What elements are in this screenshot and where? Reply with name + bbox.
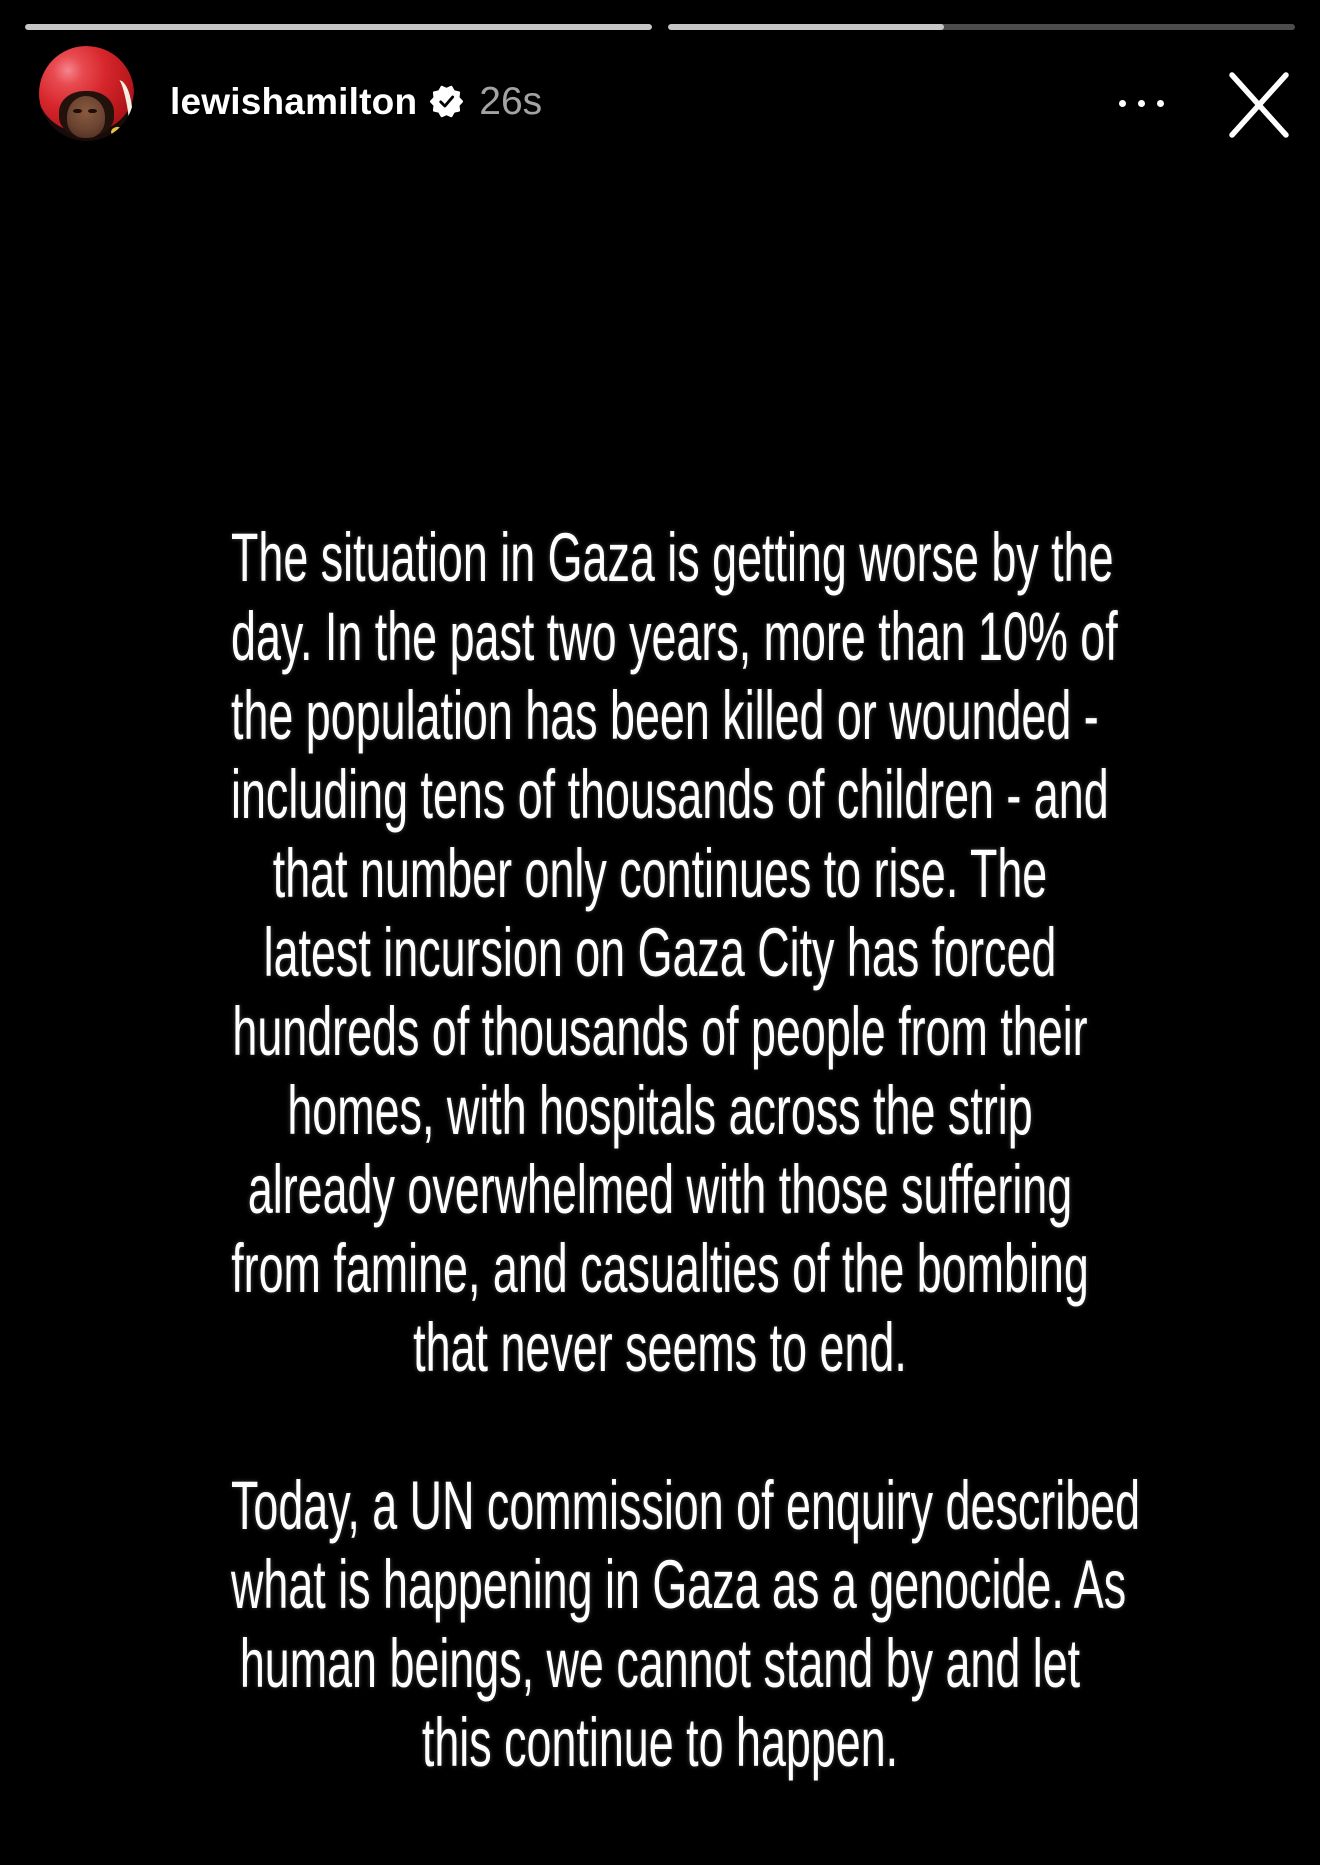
username[interactable]: lewishamilton — [170, 81, 418, 122]
story-text-line: The situation in Gaza is getting worse by the — [231, 519, 1114, 596]
face-graphic — [67, 96, 105, 138]
story-text-line: human beings, we cannot stand by and let — [239, 1625, 1081, 1702]
dot-icon — [1138, 100, 1145, 107]
story-text-line: from famine, and casualties of the bombing — [231, 1230, 1089, 1307]
story-text-line: day. In the past two years, more than 10% of — [231, 598, 1118, 675]
story-text-line: homes, with hospitals across the strip — [287, 1072, 1033, 1149]
story-text-line: that number only continues to rise. The — [272, 835, 1048, 912]
helmet-chin-mark — [110, 125, 124, 137]
story-header — [170, 79, 542, 124]
verified-badge-icon — [430, 85, 463, 118]
more-options-button[interactable] — [1112, 86, 1170, 120]
progress-segment — [25, 24, 652, 30]
story-text-line: the population has been killed or wounded - — [231, 677, 1099, 754]
story-text-line: including tens of thousands of children - and — [231, 756, 1109, 833]
story-text-line: that never seems to end. — [413, 1309, 907, 1386]
avatar[interactable] — [39, 46, 134, 141]
story-text-line: latest incursion on Gaza City has forced — [263, 914, 1057, 991]
story-timestamp: 26s — [479, 80, 543, 123]
story-text-line: Today, a UN commission of enquiry described — [231, 1467, 1141, 1544]
story-progress-bars — [25, 24, 1295, 30]
story-text-block — [0, 518, 1320, 1782]
close-button[interactable] — [1224, 66, 1294, 140]
story-text-line: hundreds of thousands of people from their — [232, 993, 1088, 1070]
progress-fill — [25, 24, 652, 30]
close-icon — [1224, 66, 1294, 140]
story-text-line: already overwhelmed with those suffering — [247, 1151, 1073, 1228]
story-text-line: this continue to happen. — [421, 1704, 899, 1781]
story-text-line: what is happening in Gaza as a genocide. As — [231, 1546, 1127, 1623]
progress-segment — [668, 24, 1295, 30]
dot-icon — [1119, 100, 1126, 107]
dot-icon — [1157, 100, 1164, 107]
story-text-line — [231, 1387, 1089, 1466]
progress-fill — [668, 24, 944, 30]
